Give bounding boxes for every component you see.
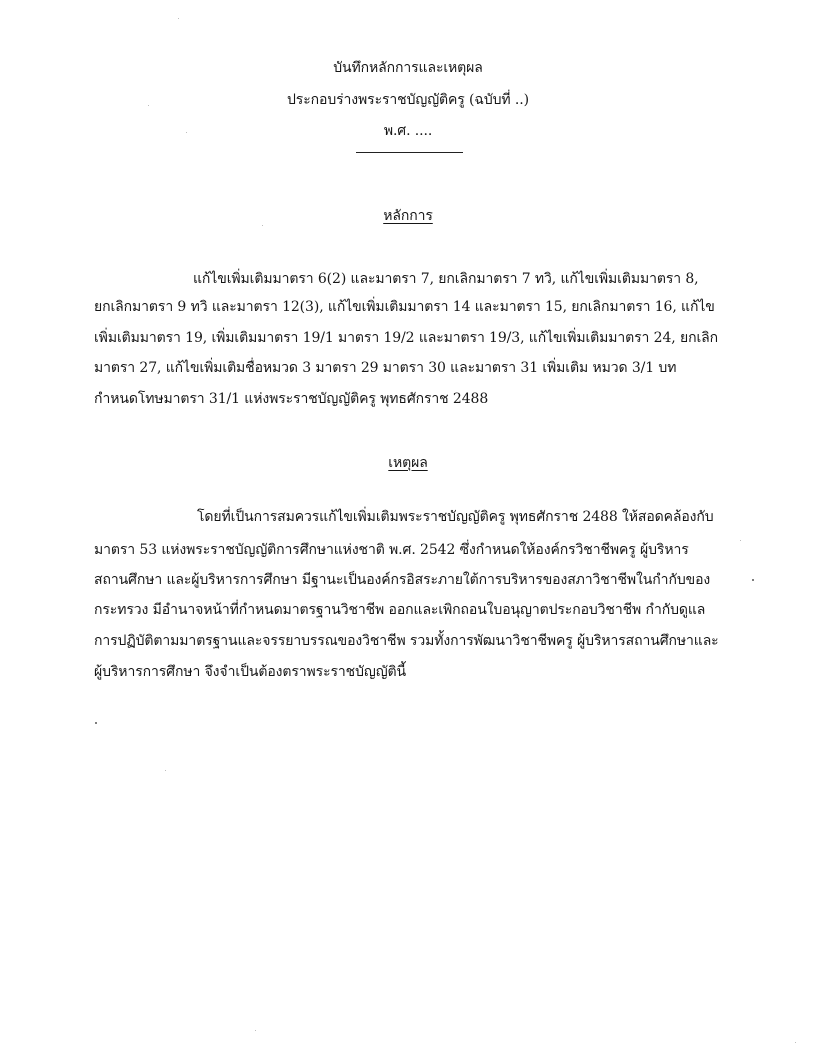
memo-subtitle: ประกอบร่างพระราชบัญญัติครู (ฉบับที่ ..) [287,92,529,108]
principle-line: เพิ่มเติมมาตรา 19, เพิ่มเติมมาตรา 19/1 มาตรา 19/2 และมาตรา 19/3, แก้ไขเพิ่มเติมมาตรา 24, ยกเลิก [94,330,719,346]
principle-heading: หลักการ [383,208,433,224]
scan-speck [752,579,754,581]
scan-speck [186,132,187,133]
scan-speck [255,1030,256,1031]
reason-line: ผู้บริหารการศึกษา จึงจำเป็นต้องตราพระราชบัญญัตินี้ [94,664,406,680]
title-divider [356,152,463,153]
principle-line: แก้ไขเพิ่มเติมมาตรา 6(2) และมาตรา 7, ยกเลิกมาตรา 7 ทวิ, แก้ไขเพิ่มเติมมาตรา 8, [193,271,699,287]
principle-line: ยกเลิกมาตรา 9 ทวิ และมาตรา 12(3), แก้ไขเพิ่มเติมมาตรา 14 และมาตรา 15, ยกเลิกมาตรา 16, แก้ไข [94,299,715,315]
reason-line: มาตรา 53 แห่งพระราชบัญญัติการศึกษาแห่งชาติ พ.ศ. 2542 ซึ่งกำหนดให้องค์กรวิชาชีพครู ผู้บริหาร [94,542,689,558]
scan-speck [795,1042,796,1043]
scan-speck [165,770,166,771]
principle-line: กำหนดโทษมาตรา 31/1 แห่งพระราชบัญญัติครู พุทธศักราช 2488 [94,391,489,407]
memo-year: พ.ศ. .... [383,123,433,139]
reason-heading: เหตุผล [388,455,428,471]
reason-line: กระทรวง มีอำนาจหน้าที่กำหนดมาตรฐานวิชาชีพ ออกและเพิกถอนใบอนุญาตประกอบวิชาชีพ กำกับดูแล [94,602,706,618]
reason-line: การปฏิบัติตามมาตรฐานและจรรยาบรรณของวิชาชีพ รวมทั้งการพัฒนาวิชาชีพครู ผู้บริหารสถานศึกษาและ [94,633,719,649]
scan-speck [740,540,741,541]
scan-speck [178,18,179,19]
scan-speck [148,105,149,106]
scan-speck [262,225,263,226]
scan-speck [95,722,97,724]
memo-title: บันทึกหลักการและเหตุผล [333,60,483,76]
reason-line: สถานศึกษา และผู้บริหารการศึกษา มีฐานะเป็นองค์กรอิสระภายใต้การบริหารของสภาวิชาชีพในกำกับของ [94,572,711,588]
reason-line: โดยที่เป็นการสมควรแก้ไขเพิ่มเติมพระราชบัญญัติครู พุทธศักราช 2488 ให้สอดคล้องกับ [197,509,714,525]
principle-line: มาตรา 27, แก้ไขเพิ่มเติมชื่อหมวด 3 มาตรา 29 มาตรา 30 และมาตรา 31 เพิ่มเติม หมวด 3/1 บท [94,360,677,376]
